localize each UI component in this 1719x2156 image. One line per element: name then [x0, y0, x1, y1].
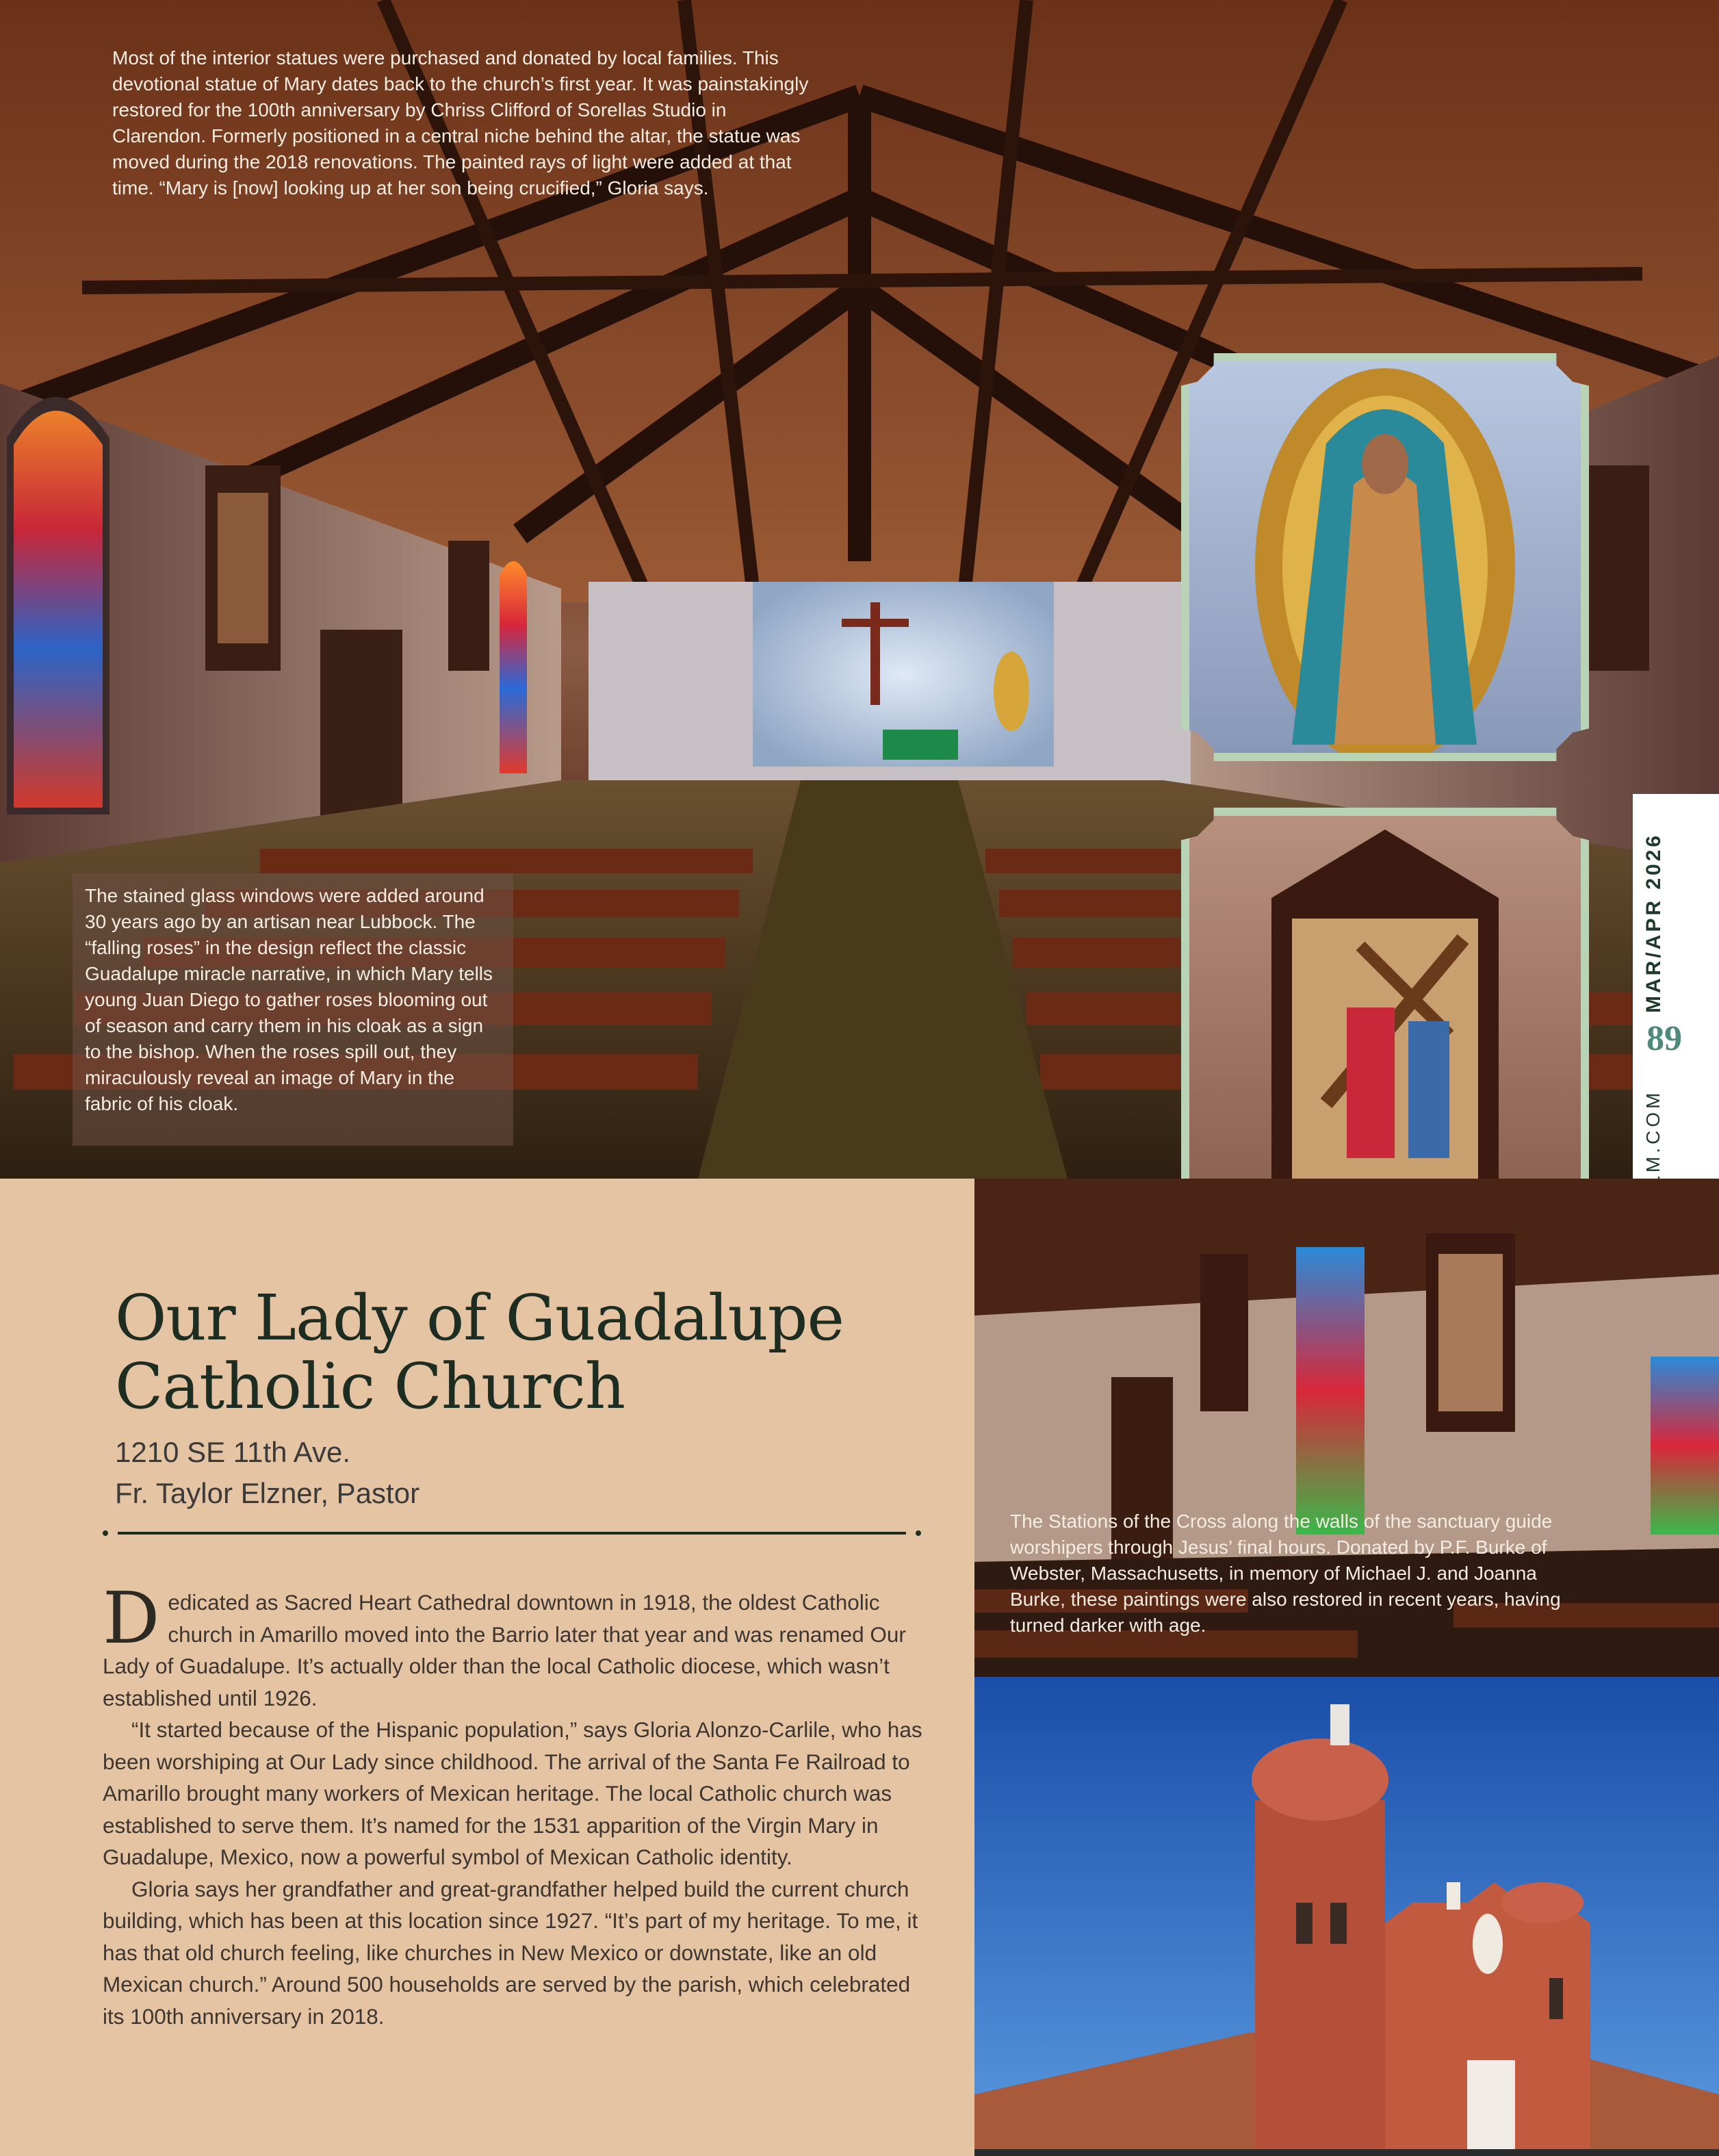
- issue-date: MAR/APR 2026: [1642, 832, 1665, 1013]
- article-body: [103, 1576, 924, 2032]
- mary-statue-photo-frame: [1181, 353, 1589, 761]
- article-paragraph-3: Gloria says her grandfather and great-grandfather helped build the current church building, which has been at this location since 1927. “It’s part of my heritage. To me, it has that old church feeling, like churches in New Mexico or downstate, like an old Mexican church.” Around 500 households are served by the parish, which celebrated its 100th anniversary in 2018.: [103, 1876, 918, 2029]
- stations-caption: The Stations of the Cross along the walls of the sanctuary guide worshipers through Jesus’ final hours. Donated by P.F. Burke of Webster, Massachusetts, in memory of Michael J. and Joanna Burke, these paintings were also restored in recent years, having turned darker with age.: [1010, 1511, 1561, 1636]
- church-pastor: Fr. Taylor Elzner, Pastor: [115, 1477, 420, 1509]
- mary-statue-photo: [1189, 361, 1581, 753]
- article-paragraph-1-text: edicated as Sacred Heart Cathedral downtown in 1918, the oldest Catholic church in Amarillo moved into the Barrio later that year and was renamed Our Lady of Guadalupe. It’s actually older than the local Catholic diocese, which wasn’t established until 1926.: [103, 1590, 906, 1710]
- article-paragraph-1: [103, 1576, 924, 1714]
- title-divider-rule: [103, 1530, 921, 1536]
- mary-statue-illustration: [1189, 361, 1581, 753]
- mary-statue-caption: Most of the interior statues were purchased and donated by local families. This devotional statue of Mary dates back to the church’s first year. It was painstakingly restored for the 100th anniversary by Chriss Clifford of Sorellas Studio in Clarendon. Formerly positioned in a central niche behind the altar, the statue was moved during the 2018 renovations. The painted rays of light were added at that time. “Mary is [now] looking up at her son being crucified,” Gloria says.: [112, 47, 809, 198]
- station-painting-illustration: [1189, 816, 1581, 1206]
- page-number: 89: [1646, 1019, 1682, 1058]
- station-painting-photo-frame: [1181, 808, 1589, 1214]
- church-address: 1210 SE 11th Ave.: [115, 1436, 351, 1468]
- article-title-line-2: Catholic Church: [115, 1350, 625, 1423]
- church-exterior-illustration: [974, 1677, 1719, 2156]
- article-title-line-1: Our Lady of Guadalupe: [115, 1281, 844, 1355]
- stained-glass-caption: The stained glass windows were added around 30 years ago by an artisan near Lubbock. The “falling roses” in the design reflect the classic Guadalupe miracle narrative, in which Mary tells young Juan Diego to gather roses blooming out of season and carry them in his cloak as a sign to the bishop. When the roses spill out, they miraculously reveal an image of Mary in the fabric of his cloak.: [85, 885, 493, 1114]
- article-title: [115, 1281, 936, 1423]
- drop-cap: D: [103, 1576, 160, 1660]
- station-painting-photo: [1189, 816, 1581, 1206]
- article-paragraph-2: “It started because of the Hispanic population,” says Gloria Alonzo-Carlile, who has been worshiping at Our Lady since childhood. The arrival of the Santa Fe Railroad to Amarillo brought many workers of Mexican heritage. The local Catholic church was established to serve them. It’s named for the 1531 apparition of the Virgin Mary in Guadalupe, Mexico, now a powerful symbol of Mexican Catholic identity.: [103, 1717, 922, 1869]
- church-exterior-photo: [974, 1677, 1719, 2156]
